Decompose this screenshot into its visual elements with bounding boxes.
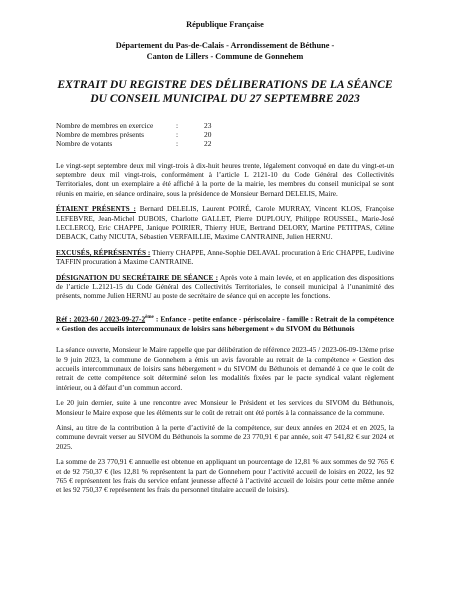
body-paragraph: La séance ouverte, Monsieur le Maire rappelle que par délibération de référence 2023-45 / 2023-06-09-13ème prise le 9 juin 2023, la commune de Gonnehem a émis un avis favorable au retrait de la compétence « Gestion des accueils intercommunaux de loisirs sans hébergement » du SIVOM du Béthunois et demandé à ce que le coût de retrait de cette compétence soit déterminé selon les modalités fixées par le pacte syndical valant règlement intérieur, ou à défaut d’un commun accord. — [56, 345, 394, 392]
body-paragraph: Ainsi, au titre de la contribution à la perte d’activité de la compétence, sur deux années en 2024 et en 2025, la commune devrait verser au SIVOM du Béthunois la somme de 23 770,91 € par année, soit 47 541,82 € sur 2024 et 2025. — [56, 423, 394, 451]
secretary-heading: DÉSIGNATION DU SECRÉTAIRE DE SÉANCE : — [56, 272, 219, 282]
secretary-text: Après vote à main levée, et en application des dispositions de l’article L.2121-15 du Code Général des Collectivités Territoriales, le conseil municipal à l’unanimité des présents, nomme Julien HERNU au poste de secrétaire de séance qui en accepte les fonctions. — [56, 272, 394, 301]
department-line-2: Canton de Lillers - Commune de Gonnehem — [146, 52, 304, 61]
count-separator: : — [176, 121, 179, 130]
reference-suffix: ème — [145, 314, 154, 320]
reference-number: Réf : 2023-60 / 2023-09-27-2 — [56, 314, 146, 324]
document-title — [56, 78, 394, 106]
member-counts-table — [56, 121, 211, 149]
title-line-1: EXTRAIT DU REGISTRE DES DÉLIBERATIONS DE LA SÉANCE — [57, 78, 393, 91]
count-row — [56, 139, 211, 148]
count-label: Nombre de votants — [56, 139, 113, 149]
intro-paragraph: Le vingt-sept septembre deux mil vingt-trois à dix-huit heures trente, légalement convoqué en date du vingt-et-un septembre deux mil vingt-trois, conformément à l’article L 2121-10 du Code Général des Collectivités Territoriales, dont un exemplaire a été affiché à la porte de la mairie, les membres du conseil municipal se sont réunis en mairie, en séance ordinaire, sous la présidence de Monsieur Bernard DELELIS, Maire. — [56, 160, 394, 198]
count-label: Nombre de membres présents — [56, 130, 145, 140]
count-label: Nombre de membres en exercice — [56, 121, 154, 130]
count-value: 22 — [204, 139, 212, 149]
count-value: 23 — [204, 121, 212, 130]
count-value: 20 — [204, 130, 212, 140]
body-paragraph: Le 20 juin dernier, suite à une rencontre avec Monsieur le Président et les services du SIVOM du Béthunois, Monsieur le Maire expose que les éléments sur le coût de retrait ont été portés à la connaissance de la commune. — [56, 398, 394, 417]
department-line-1: Département du Pas-de-Calais - Arrondissement de Béthune - — [115, 41, 335, 50]
count-separator: : — [176, 139, 179, 149]
excuses-list: Thierry CHAPPE, Anne-Sophie DELAVAL procuration à Eric CHAPPE, Ludivine TAFFIN procuration à Maxime CANTRAINE. — [56, 247, 394, 267]
excuses-heading: EXCUSÉS, RÉPRÉSENTÉS : — [56, 247, 151, 257]
deliberation-reference — [56, 313, 394, 333]
presents-list: Bernard DELELIS, Laurent POIRÉ, Carole MURRAY, Vincent KLOS, Françoise LEFEBVRE, Jean-Michel DUBOIS, Charlotte GALLET, Pierre DUPLOUY, Philippe ROUSSEL, Marie-José LECLERCQ, Eric CHAPPE, Janique POIRIER, Thierry HUE, Bertrand DELORY, Martine PETITPAS, Céline DEBACK, Cathy NICUTA, Sébastien VERFAILLIE, Maxime CANTRAINE, Julien HERNU. — [56, 204, 394, 242]
count-separator: : — [176, 130, 179, 140]
department-header — [56, 40, 394, 62]
presents-paragraph — [56, 204, 394, 242]
secretary-paragraph — [56, 273, 394, 301]
body-paragraph: La somme de 23 770,91 € annuelle est obtenue en appliquant un pourcentage de 12,81 % aux sommes de 92 765 € et de 92 750,37 € (les 12,81 % représentent la part de Gonnehem pour l’activité accueil de loisirs en 2022, les 92 765 € représentent les frais du service enfant jeunesse affecté à l’activité accueil de loisirs pour cette même année et les 92 750,37 € représentent les frais du personnel titulaire accueil de loisirs). — [56, 457, 394, 495]
presents-heading: ÉTAIENT PRÉSENTS : — [56, 204, 136, 214]
excuses-paragraph — [56, 248, 394, 267]
republic-header: République Française — [186, 20, 264, 29]
count-row — [56, 130, 211, 139]
title-line-2: DU CONSEIL MUNICIPAL DU 27 SEPTEMBRE 2023 — [90, 92, 360, 105]
count-row — [56, 121, 211, 130]
reference-subject: : Enfance - petite enfance - périscolaire - famille : Retrait de la compétence « Gestion des accueils intercommunaux de loisirs sans hébergement » du SIVOM du Béthunois — [56, 314, 394, 333]
